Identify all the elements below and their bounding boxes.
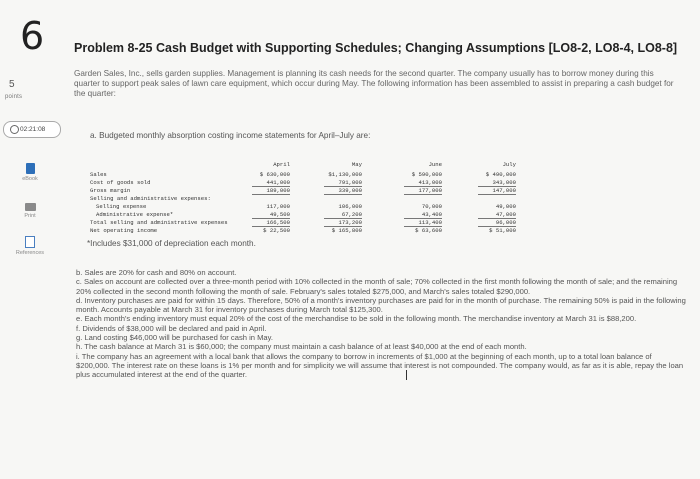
depreciation-footnote: *Includes $31,000 of depreciation each month. — [87, 239, 256, 248]
row-label: Net operating income — [90, 227, 158, 234]
cell: $ 590,000 — [411, 171, 442, 178]
col-header-july: July — [502, 161, 516, 168]
row-label: Gross margin — [90, 187, 131, 194]
cell: 47,000 — [495, 211, 516, 218]
col-header-june: June — [428, 161, 442, 168]
cell: 173,200 — [338, 219, 362, 226]
cell: 791,000 — [338, 179, 362, 186]
points-value: 5 — [9, 79, 15, 90]
cell: $ 22,500 — [263, 227, 290, 234]
row-label: Selling expense — [96, 203, 147, 210]
text-cursor-icon — [406, 370, 412, 380]
problem-title: Problem 8-25 Cash Budget with Supporting Schedules; Changing Assumptions [LO8-2, LO8-4, LO8-8] — [74, 41, 678, 55]
references-label: References — [15, 250, 45, 256]
cell: 147,000 — [492, 187, 516, 194]
income-statement — [82, 153, 612, 233]
timer-text: 02:21:08 — [20, 126, 46, 133]
row-label: Administrative expense* — [96, 211, 174, 218]
cell: 166,500 — [266, 219, 290, 226]
list-item: f. Dividends of $38,000 will be declared and paid in April. — [76, 323, 267, 333]
cell: 343,000 — [492, 179, 516, 186]
cell: $ 63,600 — [415, 227, 442, 234]
row-label: Selling and administrative expenses: — [90, 195, 211, 202]
row-label: Total selling and administrative expenses — [90, 219, 228, 226]
row-label: Sales — [90, 171, 107, 178]
cell: 339,000 — [338, 187, 362, 194]
cell: 177,000 — [418, 187, 442, 194]
cell: 106,000 — [338, 203, 362, 210]
references-link[interactable] — [0, 236, 60, 256]
cell: 49,500 — [269, 211, 290, 218]
col-header-may: May — [351, 161, 362, 168]
cell: $ 630,000 — [259, 171, 290, 178]
cell: 96,000 — [495, 219, 516, 226]
cell: 413,000 — [418, 179, 442, 186]
references-icon — [25, 236, 35, 248]
printer-icon — [25, 203, 36, 211]
ebook-icon — [26, 163, 35, 174]
assumptions-list — [76, 268, 686, 380]
cell: 70,000 — [421, 203, 442, 210]
cell: 189,000 — [266, 187, 290, 194]
list-item: g. Land costing $46,000 will be purchased for cash in May. — [76, 333, 273, 343]
row-label: Cost of goods sold — [90, 179, 151, 186]
list-item: e. Each month's ending inventory must equal 20% of the cost of the merchandise to be sold in the following month. The merchandise inventory at March 31 is $88,200. — [76, 314, 637, 324]
timer-badge[interactable] — [3, 121, 61, 138]
cell: 49,000 — [495, 203, 516, 210]
list-item: i. The company has an agreement with a local bank that allows the company to borrow in increments of $1,000 at the beginning of each month, up to a total loan balance of $200,000. The interest rate on these loans is 1% per month and for simplicity we will assume that interest is not compounded. The company would, as far as it is able, repay the loan plus accumulated interest at the end of the quarter. — [76, 351, 684, 380]
ebook-label: eBook — [22, 176, 38, 182]
list-item: b. Sales are 20% for cash and 80% on account. — [76, 268, 237, 277]
list-item: h. The cash balance at March 31 is $60,000; the company must maintain a cash balance of at least $40,000 at the end of each month. — [76, 342, 527, 352]
col-header-april: April — [273, 161, 290, 168]
points-label: points — [5, 94, 23, 100]
cell: $1,130,000 — [328, 171, 362, 178]
cell: $ 51,000 — [489, 227, 516, 234]
cell: 117,000 — [266, 203, 290, 210]
cell: 441,000 — [266, 179, 290, 186]
list-item: d. Inventory purchases are paid for within 15 days. Therefore, 50% of a month's inventory purchases are paid for in the month of purchase. The remaining 50% is paid in the following month. Accounts payable at March 31 for inventory purchases during March total $125,300. — [76, 295, 686, 315]
ebook-link[interactable] — [0, 163, 60, 182]
intro-text: Garden Sales, Inc., sells garden supplies. Management is planning its cash needs for the second quarter. The company usually has to borrow money during this quarter to support peak sales of lawn care equipment, which occur during May. The following information has been assembled to assist in preparing a cash budget for the quarter: — [74, 69, 674, 99]
print-label: Print — [24, 213, 36, 219]
cell: 113,400 — [418, 219, 442, 226]
part-a-text: a. Budgeted monthly absorption costing income statements for April–July are: — [90, 131, 371, 140]
cell: 67,200 — [341, 211, 362, 218]
cell: 43,400 — [421, 211, 442, 218]
cell: $ 165,800 — [331, 227, 362, 234]
list-item: c. Sales on account are collected over a three-month period with 10% collected in the month of sale; 70% collected in the first month following the month of sale; and the remaining 20% collected in the second month following the month of sale. February's sales totaled $275,000, and March's sales totaled $290,000. — [76, 277, 678, 296]
cell: $ 490,000 — [485, 171, 516, 178]
question-number: 6 — [20, 14, 45, 58]
print-link[interactable] — [0, 203, 60, 219]
clock-icon — [10, 125, 19, 134]
